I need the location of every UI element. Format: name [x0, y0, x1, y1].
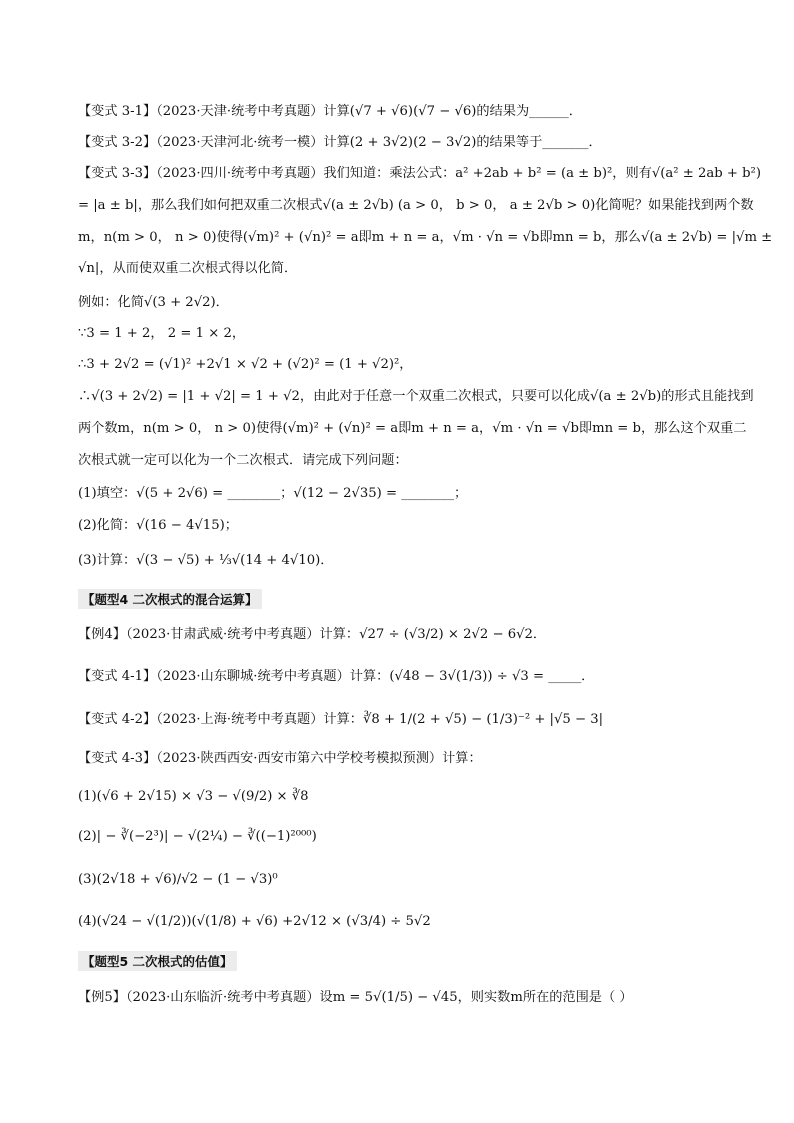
section-title-4: 【题型4 二次根式的混合运算】 [78, 589, 262, 609]
problem-4-3: 【变式 4-3】（2023·陕西西安·西安市第六中学校考模拟预测）计算： [78, 751, 482, 766]
section-title-5: 【题型5 二次根式的估值】 [78, 951, 237, 971]
example-line4: ∴√(3 + 2√2) = |1 + √2| = 1 + √2，由此对于任意一个双重二次根式，只要可以化成√(a ± 2√b)的形式且能找到 [78, 389, 754, 404]
problem-3-1: 【变式 3-1】（2023·天津·统考中考真题）计算(√7 + √6)(√7 − √6)的结果为______． [78, 104, 582, 119]
problem-3-2: 【变式 3-2】（2023·天津河北·统考一模）计算(2 + 3√2)(2 − 3√2)的结果等于_______． [78, 135, 602, 150]
example-line6: 次根式就一定可以化为一个二次根式．请完成下列问题： [78, 453, 408, 468]
question-1: (1)填空：√(5 + 2√6) = ________；√(12 − 2√35) = ________； [78, 486, 468, 501]
question-2: (2)化简：√(16 − 4√15)； [78, 518, 238, 533]
example-line5: 两个数m，n(m > 0， n > 0)使得(√m)² + (√n)² = a即m + n = a，√m · √n = √b即mn = b，那么这个双重二 [78, 421, 747, 436]
problem-4-3-part1: (1)(√6 + 2√15) × √3 − √(9/2) × ∛8 [78, 789, 309, 804]
example-4: 【例4】（2023·甘肃武威·统考中考真题）计算：√27 ÷ (√3/2) × 2√2 − 6√2． [78, 627, 547, 642]
problem-4-3-part4: (4)(√24 − √(1/2))(√(1/8) + √6) +2√12 × (√3/4) ÷ 5√2 [78, 914, 431, 929]
example-line3: ∴3 + 2√2 = (√1)² +2√1 × √2 + (√2)² = (1 + √2)²， [78, 357, 413, 372]
problem-3-3-line2: = |a ± b|，那么我们如何把双重二次根式√(a ± 2√b) (a > 0， b > 0， a ± 2√b > 0)化简呢？如果能找到两个数 [78, 198, 754, 213]
problem-4-3-part2: (2)| − ∛(−2³)| − √(2¼) − ∛((−1)²⁰⁰⁰) [78, 829, 317, 844]
problem-3-3-line3: m，n(m > 0， n > 0)使得(√m)² + (√n)² = a即m + n = a，√m · √n = √b即mn = b，那么√(a ± 2√b) = |√m ± [78, 230, 773, 245]
problem-4-3-part3: (3)(2√18 + √6)/√2 − (1 − √3)⁰ [78, 872, 278, 887]
example-5: 【例5】（2023·山东临沂·统考中考真题）设m = 5√(1/5) − √45，则实数m所在的范围是（ ） [78, 990, 633, 1005]
question-3: (3)计算：√(3 − √5) + ⅓√(14 + 4√10)． [78, 553, 334, 568]
problem-4-1: 【变式 4-1】（2023·山东聊城·统考中考真题）计算：(√48 − 3√(1/3)) ÷ √3 = _____． [78, 669, 595, 684]
problem-3-3-line1: 【变式 3-3】（2023·四川·统考中考真题）我们知道：乘法公式：a² +2ab + b² = (a ± b)²，则有√(a² ± 2ab + b²) [78, 166, 761, 181]
problem-4-2: 【变式 4-2】（2023·上海·统考中考真题）计算：∛8 + 1/(2 + √5) − (1/3)⁻² + |√5 − 3| [78, 712, 604, 727]
example-line1: 例如：化简√(3 + 2√2)． [78, 295, 229, 310]
problem-3-3-line4: √n|，从而使双重二次根式得以化简． [78, 261, 298, 276]
example-line2: ∵3 = 1 + 2， 2 = 1 × 2， [78, 326, 246, 341]
